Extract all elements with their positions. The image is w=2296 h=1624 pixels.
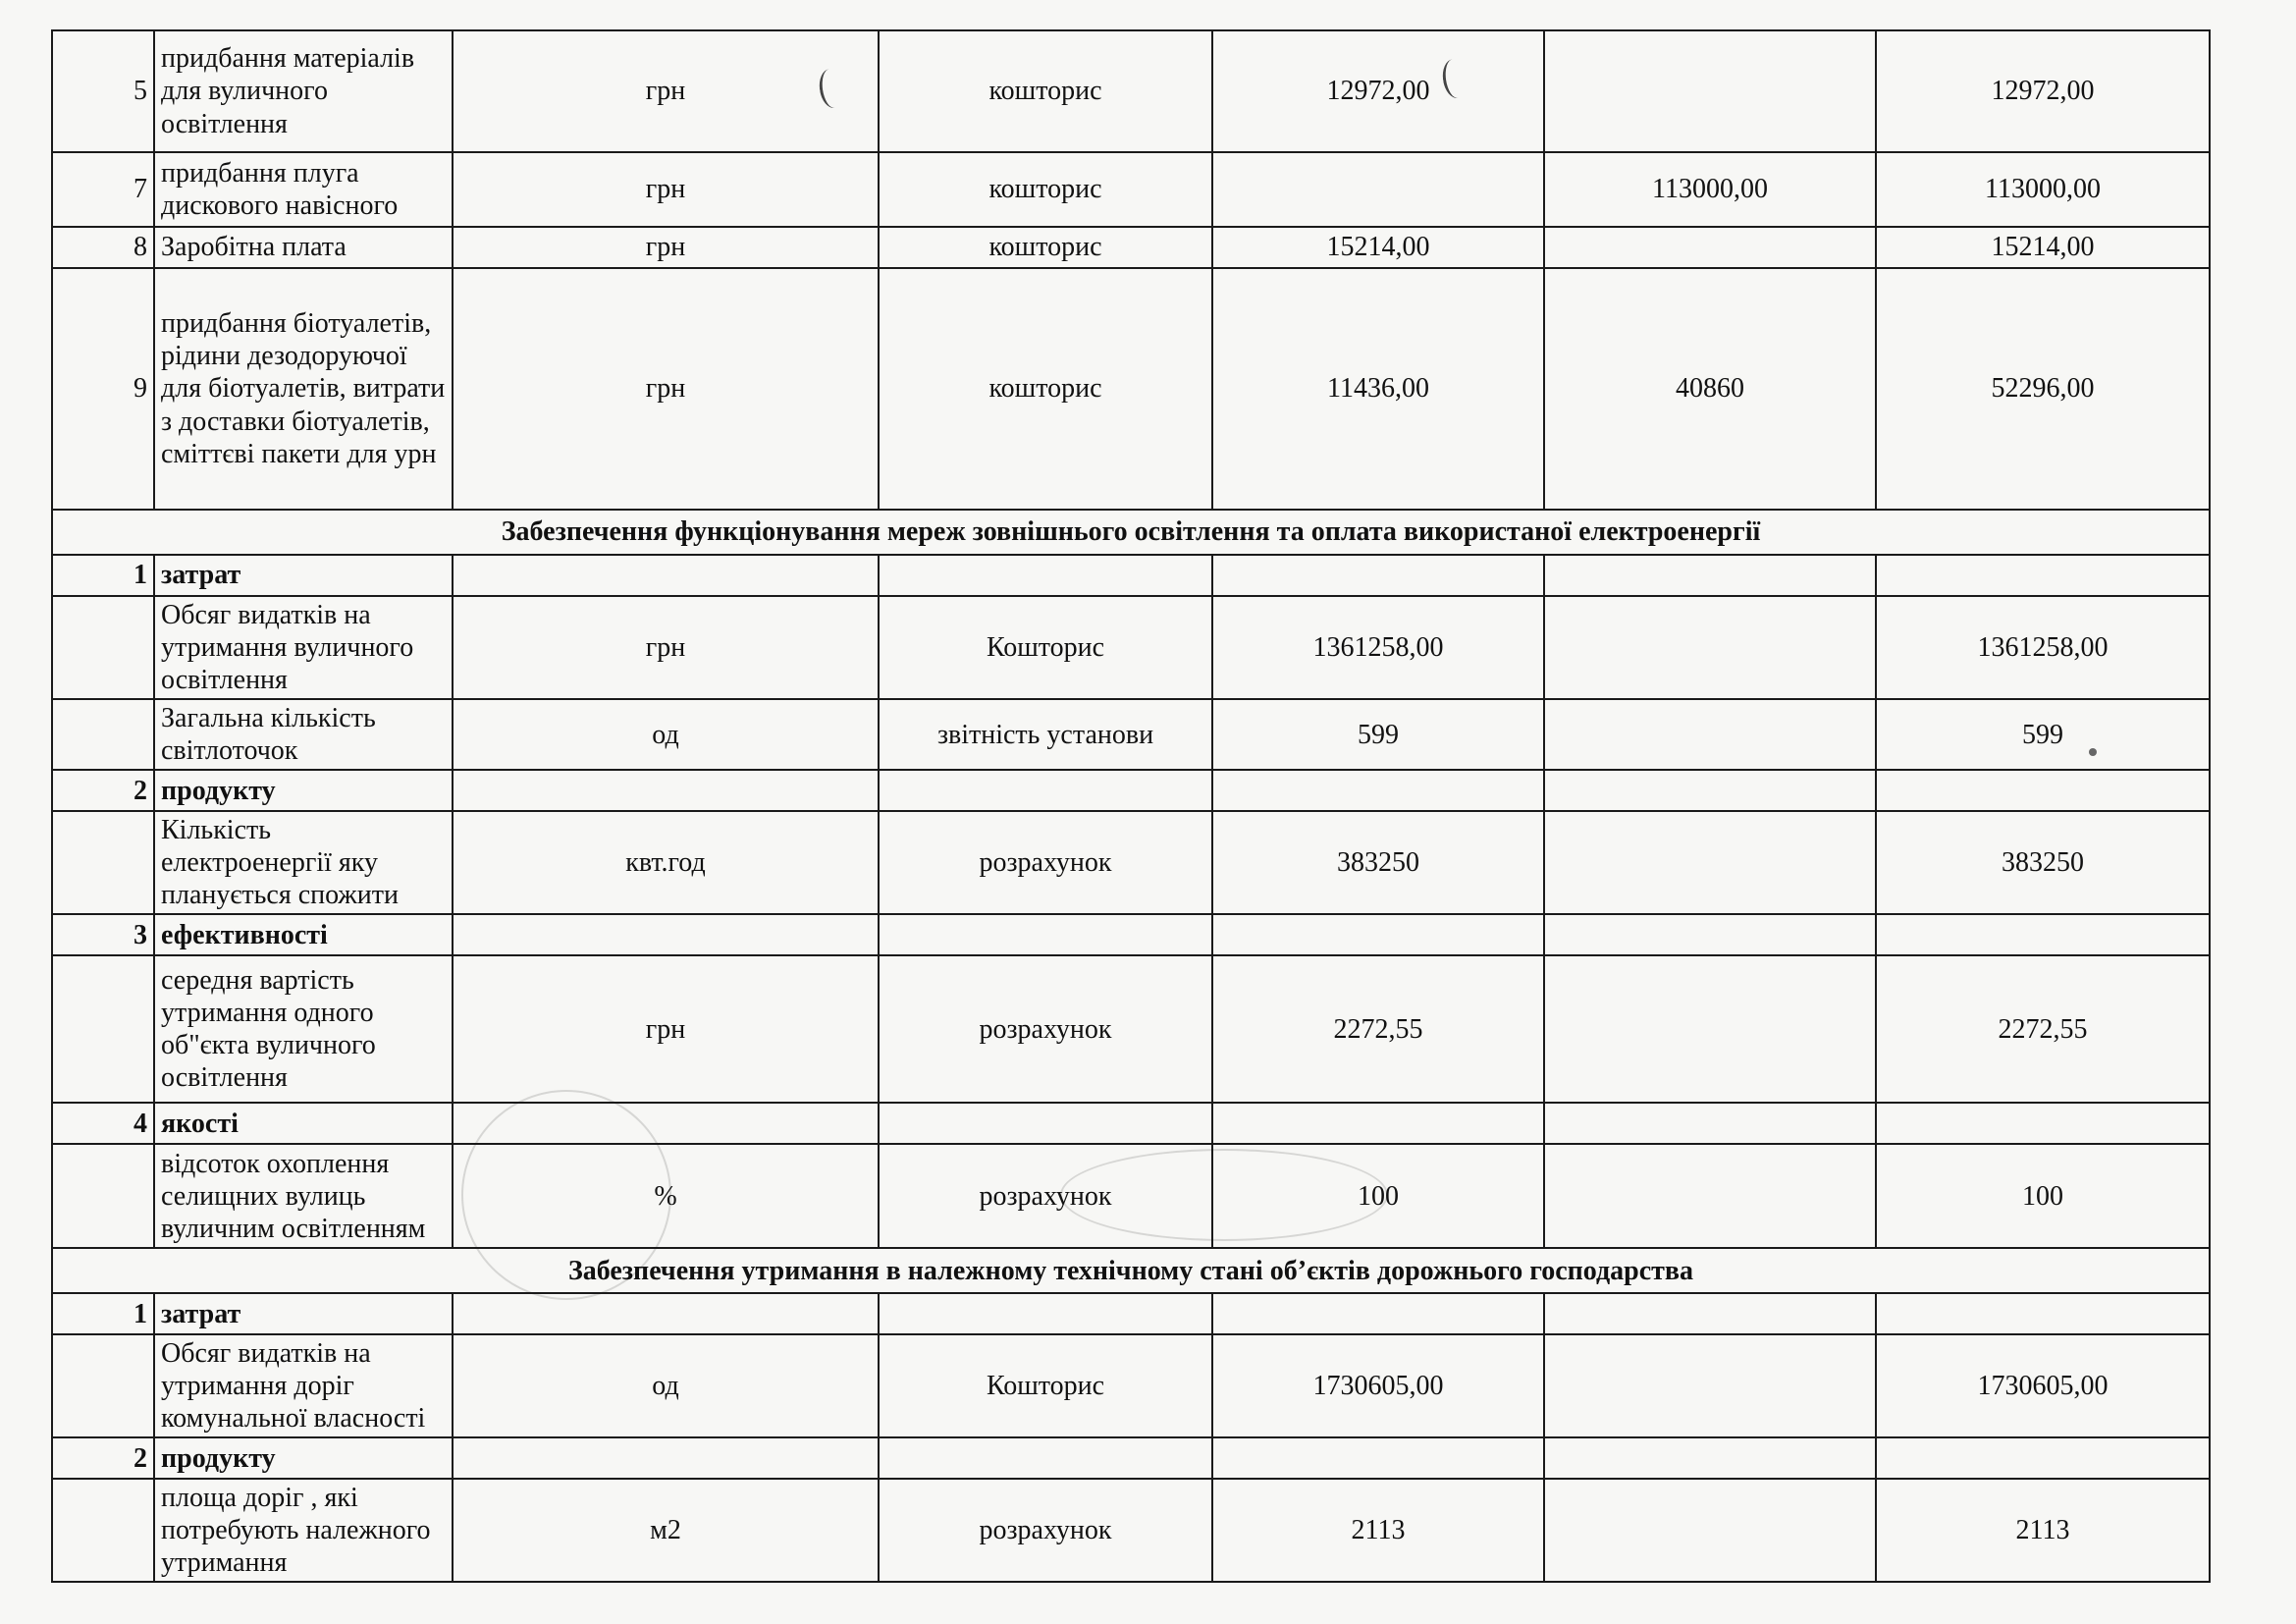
- total-value: 113000,00: [1876, 152, 2210, 227]
- section-title: Забезпечення функціонування мереж зовнішнього освітлення та оплата використаної електроенергії: [52, 510, 2210, 555]
- total-value: 2113: [1876, 1479, 2210, 1582]
- source: кошторис: [879, 227, 1212, 268]
- unit: грн: [453, 955, 879, 1103]
- row-number: 5: [52, 30, 154, 152]
- unit: квт.год: [453, 811, 879, 914]
- table-row: [52, 30, 2210, 152]
- general-fund-value: [1212, 152, 1544, 227]
- indicator-name: Обсяг видатків на утримання доріг комунальної власності: [154, 1334, 453, 1437]
- category-row: [52, 914, 2210, 955]
- general-fund-value: 1361258,00: [1212, 596, 1544, 699]
- table-row: [52, 1334, 2210, 1437]
- general-fund-value: 100: [1212, 1144, 1544, 1248]
- special-fund-value: [1544, 596, 1876, 699]
- special-fund-value: 113000,00: [1544, 152, 1876, 227]
- total-value: 2272,55: [1876, 955, 2210, 1103]
- total-value: 52296,00: [1876, 268, 2210, 510]
- indicators-table: [51, 29, 2211, 1583]
- source: розрахунок: [879, 1144, 1212, 1248]
- special-fund-value: 40860: [1544, 268, 1876, 510]
- total-value: 12972,00: [1876, 30, 2210, 152]
- general-fund-value: 11436,00: [1212, 268, 1544, 510]
- indicator-name: придбання плуга дискового навісного: [154, 152, 453, 227]
- source: кошторис: [879, 268, 1212, 510]
- indicator-name: площа доріг , які потребують належного утримання: [154, 1479, 453, 1582]
- general-fund-value: 599: [1212, 699, 1544, 770]
- indicator-name: Обсяг видатків на утримання вуличного освітлення: [154, 596, 453, 699]
- table-row: [52, 1144, 2210, 1248]
- total-value: 1361258,00: [1876, 596, 2210, 699]
- section-title: Забезпечення утримання в належному технічному стані об’єктів дорожнього господарства: [52, 1248, 2210, 1293]
- category-label: продукту: [154, 770, 453, 811]
- table-row: [52, 955, 2210, 1103]
- indicator-name: придбання біотуалетів, рідини дезодоруючої для біотуалетів, витрати з доставки біотуалетів, сміттєві пакети для урн: [154, 268, 453, 510]
- source: розрахунок: [879, 1479, 1212, 1582]
- indicator-name: Заробітна плата: [154, 227, 453, 268]
- total-value: 1730605,00: [1876, 1334, 2210, 1437]
- general-fund-value: 383250: [1212, 811, 1544, 914]
- total-value: 15214,00: [1876, 227, 2210, 268]
- source: кошторис: [879, 152, 1212, 227]
- table-row: [52, 1479, 2210, 1582]
- category-row: [52, 1437, 2210, 1479]
- table-row: [52, 268, 2210, 510]
- unit: грн: [453, 30, 879, 152]
- indicator-name: придбання матеріалів для вуличного освітлення: [154, 30, 453, 152]
- special-fund-value: [1544, 811, 1876, 914]
- category-label: затрат: [154, 555, 453, 596]
- category-row: [52, 555, 2210, 596]
- table-row: [52, 152, 2210, 227]
- unit: грн: [453, 152, 879, 227]
- general-fund-value: 2113: [1212, 1479, 1544, 1582]
- general-fund-value: 2272,55: [1212, 955, 1544, 1103]
- category-label: затрат: [154, 1293, 453, 1334]
- row-number: 9: [52, 268, 154, 510]
- source: Кошторис: [879, 596, 1212, 699]
- section-header: [52, 510, 2210, 555]
- general-fund-value: 15214,00: [1212, 227, 1544, 268]
- source: Кошторис: [879, 1334, 1212, 1437]
- source: розрахунок: [879, 811, 1212, 914]
- category-label: якості: [154, 1103, 453, 1144]
- source: розрахунок: [879, 955, 1212, 1103]
- category-number: 2: [52, 1437, 154, 1479]
- category-label: продукту: [154, 1437, 453, 1479]
- category-number: 1: [52, 555, 154, 596]
- general-fund-value: 1730605,00: [1212, 1334, 1544, 1437]
- category-number: 4: [52, 1103, 154, 1144]
- unit: грн: [453, 596, 879, 699]
- special-fund-value: [1544, 955, 1876, 1103]
- total-value: 383250: [1876, 811, 2210, 914]
- indicator-name: Кількість електроенергії яку планується спожити: [154, 811, 453, 914]
- unit: грн: [453, 268, 879, 510]
- special-fund-value: [1544, 1479, 1876, 1582]
- indicator-name: середня вартість утримання одного об"єкта вуличного освітлення: [154, 955, 453, 1103]
- table-row: [52, 227, 2210, 268]
- table-row: [52, 811, 2210, 914]
- special-fund-value: [1544, 1144, 1876, 1248]
- source: кошторис: [879, 30, 1212, 152]
- special-fund-value: [1544, 227, 1876, 268]
- category-label: ефективності: [154, 914, 453, 955]
- unit: м2: [453, 1479, 879, 1582]
- special-fund-value: [1544, 1334, 1876, 1437]
- source: звітність установи: [879, 699, 1212, 770]
- section-header: [52, 1248, 2210, 1293]
- row-number: 7: [52, 152, 154, 227]
- category-number: 2: [52, 770, 154, 811]
- table-row: [52, 699, 2210, 770]
- category-row: [52, 1103, 2210, 1144]
- general-fund-value: 12972,00: [1212, 30, 1544, 152]
- total-value: 100: [1876, 1144, 2210, 1248]
- unit: од: [453, 1334, 879, 1437]
- category-number: 1: [52, 1293, 154, 1334]
- unit: грн: [453, 227, 879, 268]
- total-value: 599: [1876, 699, 2210, 770]
- unit: од: [453, 699, 879, 770]
- category-row: [52, 770, 2210, 811]
- special-fund-value: [1544, 30, 1876, 152]
- special-fund-value: [1544, 699, 1876, 770]
- category-row: [52, 1293, 2210, 1334]
- indicator-name: Загальна кількість світлоточок: [154, 699, 453, 770]
- indicator-name: відсоток охоплення селищних вулиць вуличним освітленням: [154, 1144, 453, 1248]
- row-number: 8: [52, 227, 154, 268]
- unit: %: [453, 1144, 879, 1248]
- table-row: [52, 596, 2210, 699]
- category-number: 3: [52, 914, 154, 955]
